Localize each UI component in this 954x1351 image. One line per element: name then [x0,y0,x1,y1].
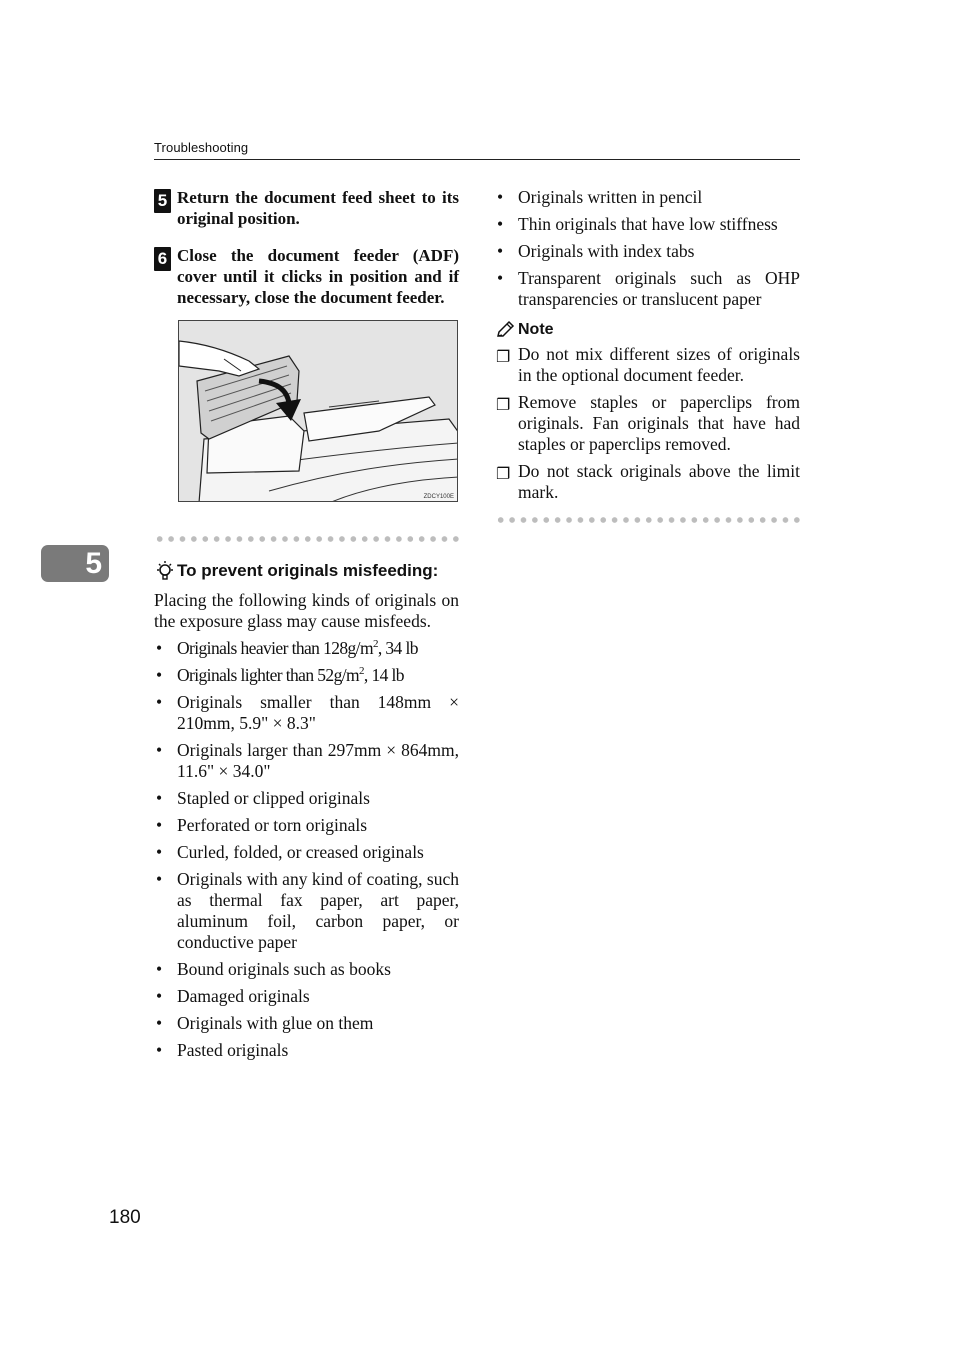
misfeed-list [154,638,459,1061]
left-column [154,187,459,1067]
list-item: • Originals larger than 297mm × 864mm, 11.6" × 34.0" [156,740,459,781]
list-item: • Bound originals such as books [156,959,391,979]
list-item: • Originals with any kind of coating, such as thermal fax paper, art paper, aluminum foil, carbon paper, or conductive paper [156,869,459,952]
pencil-icon [495,320,515,340]
hint-heading [154,560,459,582]
hint-title-text: To prevent originals misfeeding: [177,561,439,580]
list-item: • Damaged originals [156,986,310,1006]
list-item: • Originals with glue on them [156,1013,374,1033]
list-item: • Curled, folded, or creased originals [156,842,424,862]
figure-code: ZDCY100E [423,494,454,500]
page-number: 180 [109,1207,141,1228]
misfeed-list-continued [495,187,800,310]
step-text: Close the document feeder (ADF) cover until it clicks in position and if necessary, close the document feeder. [177,246,459,307]
right-column [495,187,800,525]
hint-top-rule [154,534,459,544]
step-text: Return the document feed sheet to its original position. [177,188,459,228]
list-item: • Originals written in pencil [497,187,703,207]
list-item: • Originals heavier than $128g/m^2$, 34 lb [156,638,418,658]
step-6 [154,245,459,308]
note-title-text: Note [518,321,554,338]
note-heading [495,320,800,340]
adf-closing-illustration [178,320,458,502]
note-item: ❐ Remove staples or paperclips from originals. Fan originals that have had staples or paperclips removed. [496,392,800,454]
list-item: • Originals lighter than $52g/m^2$, 14 lb [156,665,404,685]
lightbulb-icon [154,560,176,582]
note-list [495,344,800,503]
list-item: • Stapled or clipped originals [156,788,370,808]
step-number-badge: 5 [154,189,171,213]
list-item: • Originals with index tabs [497,241,695,261]
list-item: • Thin originals that have low stiffness [497,214,778,234]
list-item: • Originals smaller than 148mm × 210mm, 5.9" × 8.3" [156,692,459,733]
list-item: • Perforated or torn originals [156,815,368,835]
step-5 [154,187,459,229]
checkbox-icon: ❐ [496,349,511,366]
chapter-tab [41,545,109,582]
chapter-number: 5 [85,547,102,580]
list-item: • Transparent originals such as OHP transparencies or translucent paper [497,268,800,309]
note-item: ❐ Do not stack originals above the limit mark. [496,461,800,502]
note-item: ❐ Do not mix different sizes of originals in the optional document feeder. [496,344,800,385]
running-title: Troubleshooting [154,140,249,155]
list-item: • Pasted originals [156,1040,289,1060]
hint-intro: Placing the following kinds of originals on the exposure glass may cause misfeeds. [154,590,459,631]
step-number-badge: 6 [154,247,171,271]
adf-illustration-drawing [179,321,458,502]
checkbox-icon: ❐ [496,397,511,414]
checkbox-icon: ❐ [496,466,511,483]
hint-bottom-rule [495,515,800,525]
running-header [154,139,800,160]
